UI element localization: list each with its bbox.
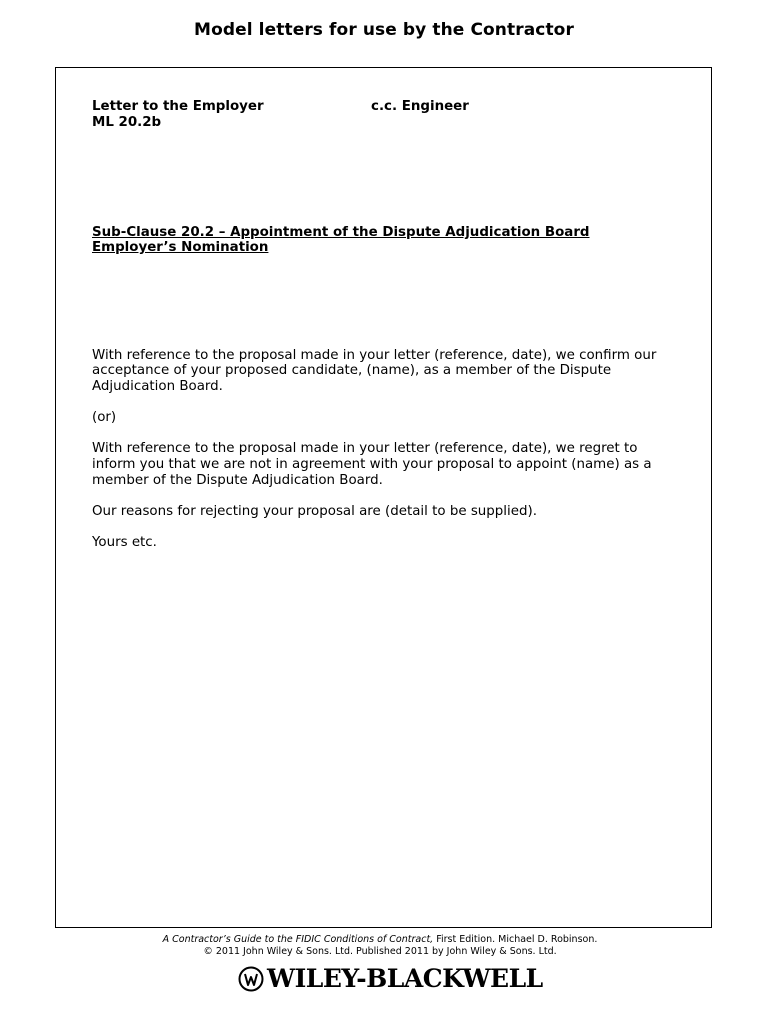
paragraph-closing: Yours etc. — [92, 534, 157, 550]
subject-line-1: Sub-Clause 20.2 – Appointment of the Dispute Adjudication Board — [92, 224, 590, 240]
paragraph-reasons: Our reasons for rejecting your proposal are (detail to be supplied). — [92, 503, 537, 519]
publisher-name: WILEY-BLACKWELL — [267, 964, 543, 993]
paragraph-confirm: With reference to the proposal made in your letter (reference, date), we confirm our acceptance of your proposed candidate, (name), as a member of the Dispute Adjudication Board. — [92, 347, 657, 394]
letter-reference: ML 20.2b — [92, 115, 162, 130]
subject-line-2: Employer’s Nomination — [92, 240, 269, 256]
page-title: Model letters for use by the Contractor — [194, 20, 574, 40]
subject-heading — [92, 225, 682, 256]
edition-author: First Edition. Michael D. Robinson. — [433, 934, 598, 945]
address-row — [92, 99, 682, 115]
paragraph-or: (or) — [92, 410, 117, 426]
book-title: A Contractor’s Guide to the FIDIC Conditions of Contract, — [162, 934, 434, 945]
letter-body — [92, 348, 682, 551]
citation-line — [160, 934, 600, 946]
copyright-line: © 2011 John Wiley & Sons. Ltd. Published 2011 by John Wiley & Sons. Ltd. — [203, 945, 557, 957]
letter-frame — [55, 67, 712, 928]
footer-citation — [160, 934, 600, 957]
publisher-logo — [238, 962, 543, 996]
letter-content — [92, 99, 682, 566]
paragraph-reject: With reference to the proposal made in your letter (reference, date), we regret to inform you that we are not in agreement with your proposal to appoint (name) as a member of the Dispute Adjudication Board. — [92, 441, 652, 488]
addressee: Letter to the Employer — [92, 99, 264, 114]
cc-recipient: c.c. Engineer — [371, 99, 469, 114]
wiley-emblem-icon — [238, 966, 264, 992]
